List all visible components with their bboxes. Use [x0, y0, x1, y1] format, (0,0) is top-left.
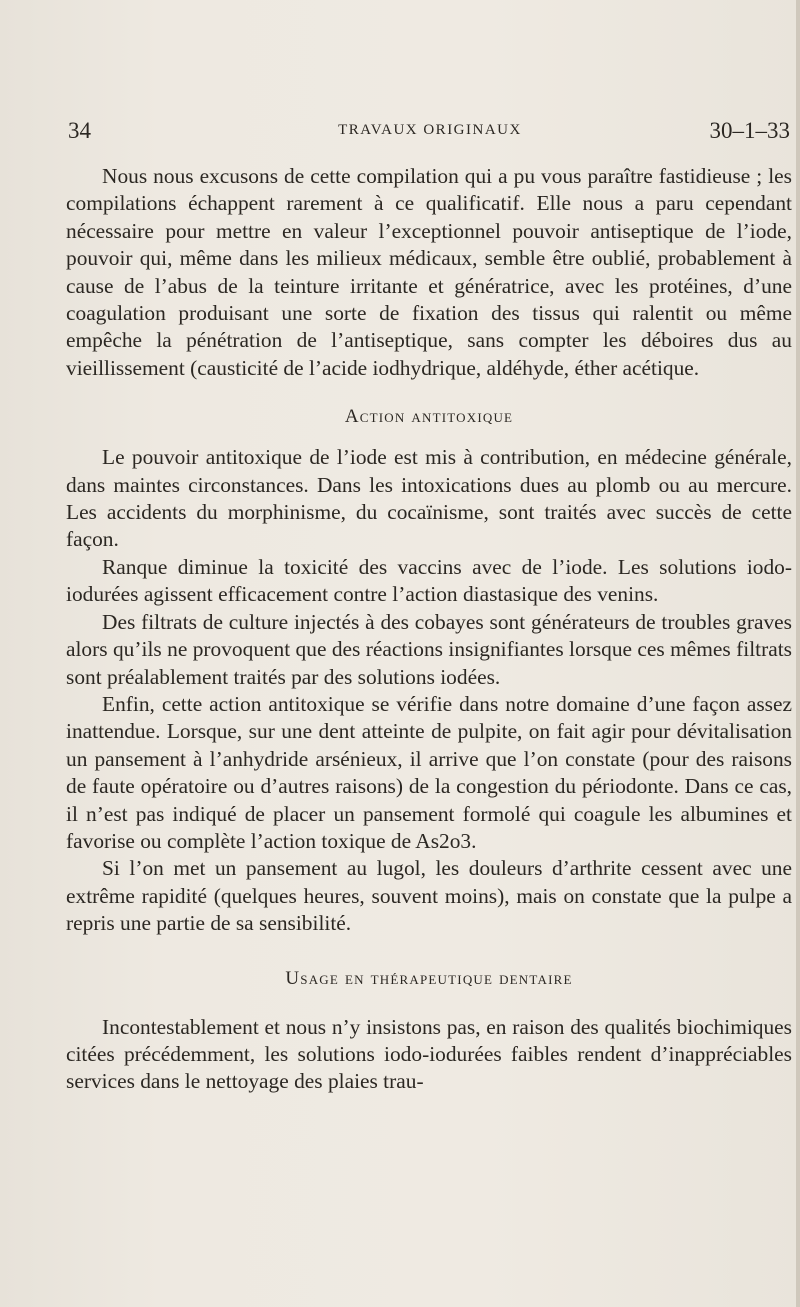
paragraph-antitoxique-5: Si l’on met un pansement au lugol, les douleurs d’arthrite cessent avec une extrême rapidité (quelques heures, souvent moins), mais on constate que la pulpe a repris une partie de sa sensibilité.	[66, 856, 792, 936]
issue-date: 30–1–33	[709, 118, 790, 143]
paragraph-usage-1: Incontestablement et nous n’y insistons pas, en raison des qualités biochimiques citées précédemment, les solutions iodo-iodurées faibles rendent d’inappréciables services dans le nettoyage des plaies trau-	[66, 1014, 792, 1094]
paragraph-antitoxique-1: Le pouvoir antitoxique de l’iode est mis à contribution, en médecine générale, dans maintes circonstances. Dans les intoxications dues au plomb ou au mercure. Les accidents du morphinisme, du cocaïnisme, sont traités avec succès de cette façon.	[66, 445, 792, 552]
section-heading-usage: Usage en thérapeutique dentaire	[285, 967, 573, 989]
section-heading-antitoxique: Action antitoxique	[344, 406, 514, 428]
intro-paragraph: Nous nous excusons de cette compilation qui a pu vous paraître fastidieuse ; les compilations échappent rarement à ce qualificatif. Elle nous a paru cependant nécessaire pour mettre en valeur l’exceptionnel pouvoir antiseptique de l’iode, pouvoir qui, même dans les milieux médicaux, semble être oublié, probablement à cause de l’abus de la teinture irritante et génératrice, avec les protéines, d’une coagulation produisant une sorte de fixation des tissus qui ralentit ou même empêche la pénétration de l’antiseptique, sans compter les déboires dus au vieillissement (causticité de l’acide iodhydrique, aldéhyde, éther acétique.	[66, 164, 792, 380]
running-title: TRAVAUX ORIGINAUX	[338, 122, 522, 138]
paragraph-antitoxique-4: Enfin, cette action antitoxique se vérifie dans notre domaine d’une façon assez inattendue. Lorsque, sur une dent atteinte de pulpite, on fait agir pour dévitalisation un pansement à l’anhydride arsénieux, il arrive que l’on constate (pour des raisons de faute opératoire ou d’autres raisons) de la congestion du périodonte. Dans ce cas, il n’est pas indiqué de placer un pansement formolé qui coagule les albumines et favorise ou complète l’action toxique de As2o3.	[66, 691, 792, 853]
page-body	[66, 163, 792, 1096]
paragraph-antitoxique-3: Des filtrats de culture injectés à des cobayes sont générateurs de troubles graves alors qu’ils ne provoquent que des réactions insignifiantes lorsque ces mêmes filtrats sont préalablement traités par des solutions iodées.	[66, 609, 792, 689]
running-header	[68, 118, 792, 152]
page-number: 34	[68, 118, 91, 143]
page-edge	[796, 0, 800, 1307]
paragraph-antitoxique-2: Ranque diminue la toxicité des vaccins avec de l’iode. Les solutions iodo-iodurées agissent efficacement contre l’action diastasique des venins.	[66, 554, 792, 607]
